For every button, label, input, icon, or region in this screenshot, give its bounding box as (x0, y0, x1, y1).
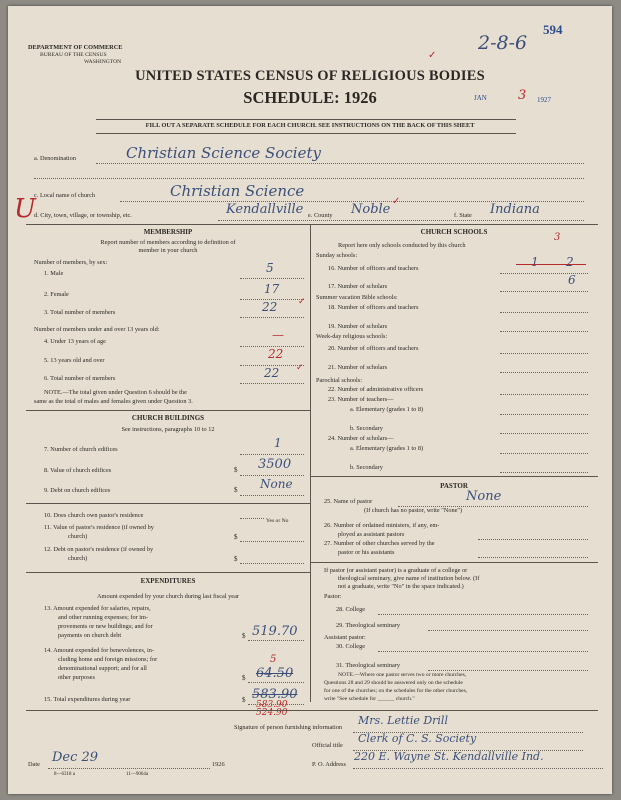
q27-line-2: pastor or his assistants (338, 549, 395, 556)
schedule-number: 594 (543, 22, 563, 37)
pastor-note-2: Questions 28 and 29 should be answered only on the schedule (324, 680, 463, 686)
q23a-label: a. Elementary (grades 1 to 8) (350, 406, 424, 413)
pastor-title: PASTOR (440, 482, 468, 490)
q13-dollar: $ (242, 632, 246, 640)
q8-label: 8. Value of church edifices (44, 467, 112, 474)
date-stamp-day: 3 (518, 88, 527, 103)
label-city: d. City, town, village, or township, etc. (34, 212, 132, 219)
q14-correction: 5 (270, 654, 277, 665)
q29-label: 29. Theological seminary (336, 622, 401, 629)
q2-value: 17 (264, 282, 280, 296)
form-code: 8—6318 a (54, 772, 75, 777)
file-number: 2-8-6 (478, 32, 528, 54)
q13-line-3: provements or new buildings; and for (58, 623, 153, 630)
address-label: P. O. Address (312, 761, 346, 768)
date-year: 1926 (212, 761, 225, 768)
q24b-label: b. Secondary (350, 464, 383, 471)
q13-line-2: and other running expenses; for im- (58, 614, 149, 621)
buildings-title: CHURCH BUILDINGS (131, 414, 205, 422)
q23b-label: b. Secondary (350, 425, 383, 432)
q14-value: 64.50 (256, 666, 294, 681)
date-stamp-month: JAN (474, 94, 487, 102)
q21-label: 21. Number of scholars (328, 364, 388, 371)
schools-mark: 3 (554, 232, 561, 243)
weekday-schools: Week-day religious schools: (316, 333, 388, 340)
summer-schools: Summer vacation Bible schools: (316, 294, 398, 301)
official-title-value: Clerk of C. S. Society (358, 732, 477, 745)
q31-label: 31. Theological seminary (336, 662, 401, 669)
buildings-intro: See instructions, paragraphs 10 to 12 (121, 426, 215, 433)
schools-intro: Report here only schools conducted by this church (338, 242, 466, 249)
expenditures-title: EXPENDITURES (140, 577, 196, 585)
q15-correction: 583.90 524.90 (256, 700, 288, 718)
value-local-name: Christian Science (170, 182, 305, 200)
form-code-2: 11—9064a (126, 772, 149, 777)
q13-line-1: 13. Amount expended for salaries, repairs, (44, 605, 151, 612)
q11-label-1: 11. Value of pastor's residence (if owned by (44, 524, 154, 531)
form-schedule: SCHEDULE: 1926 (243, 88, 377, 107)
q11-dollar: $ (234, 533, 238, 541)
q5-value: 22 (268, 347, 284, 361)
date-label: Date (28, 761, 40, 768)
label-denomination: a. Denomination (34, 155, 76, 162)
q9-dollar: $ (234, 486, 238, 494)
q3-value: 22 (262, 300, 278, 314)
q13-line-4: payments on church debt (58, 632, 122, 639)
q1-label: 1. Male (44, 270, 64, 277)
q14-line-3: denominational support; and for all (58, 665, 147, 672)
official-title-label: Official title (312, 742, 343, 749)
pastor-label: Pastor: (324, 593, 342, 600)
q5-label: 5. 13 years old and over (44, 357, 105, 364)
q12-dollar: $ (234, 555, 238, 563)
date-stamp-year: 1927 (537, 96, 551, 104)
q14-line-2: cluding home and foreign missions; for (58, 656, 158, 663)
q24-label: 24. Number of scholars— (328, 435, 394, 442)
q6-check: ✓ (296, 362, 304, 372)
q8-value: 3500 (258, 457, 292, 472)
q23-label: 23. Number of teachers— (328, 396, 394, 403)
check-mark: ✓ (428, 50, 437, 61)
q3-check: ✓ (298, 296, 306, 306)
q9-value: None (260, 477, 293, 491)
q16-value-2: 2 (566, 255, 574, 269)
q26-line-1: 26. Number of ordained ministers, if any, em- (324, 522, 440, 529)
pastor-note-3: for one of the churches; on the schedules for the other churches, (324, 688, 468, 694)
q16-label: 16. Number of officers and teachers (328, 265, 419, 272)
q15-dollar: $ (242, 696, 246, 704)
q4-label: 4. Under 13 years of age (44, 338, 106, 345)
q11-label-2: church) (68, 533, 88, 540)
q12-label-1: 12. Debt on pastor's residence (if owned by (44, 546, 154, 553)
membership-intro-2: member in your church (138, 247, 198, 254)
date-value: Dec 29 (52, 750, 99, 765)
county-check: ✓ (392, 196, 401, 207)
q25-value: None (466, 489, 502, 504)
label-local-name: c. Local name of church (34, 192, 96, 199)
membership-note-1: NOTE.—The total given under Question 6 should be the (44, 389, 187, 396)
value-state: Indiana (490, 202, 540, 217)
form-title: UNITED STATES CENSUS OF RELIGIOUS BODIES (135, 68, 485, 84)
label-county: e. County (308, 212, 333, 219)
q10-label: 10. Does church own pastor's residence (44, 512, 144, 519)
address-value: 220 E. Wayne St. Kendallville Ind. (354, 750, 544, 763)
q18-label: 18. Number of officers and teachers (328, 304, 419, 311)
q17-value: 6 (568, 273, 576, 287)
value-denomination: Christian Science Society (126, 144, 321, 162)
pastor-note-1: NOTE.—Where one pastor serves two or more churches, (338, 672, 467, 678)
q14-line-1: 14. Amount expended for benevolences, in- (44, 647, 154, 654)
college-note-1: If pastor (or assistant pastor) is a graduate of a college or (324, 567, 468, 574)
q15-label: 15. Total expenditures during year (44, 696, 131, 703)
q-number-by-sex: Number of members, by sex: (34, 259, 108, 266)
q-under-over: Number of members under and over 13 years old: (34, 326, 160, 333)
assistant-label: Assistant pastor: (324, 634, 366, 641)
membership-note-2: same as the total of males and females given under Question 3. (34, 398, 193, 405)
q24a-label: a. Elementary (grades 1 to 8) (350, 445, 424, 452)
q1-value: 5 (266, 261, 274, 275)
sunday-schools: Sunday schools: (316, 252, 358, 259)
parochial-schools: Parochial schools: (316, 377, 362, 384)
q13-value: 519.70 (252, 624, 298, 639)
q7-value: 1 (274, 436, 282, 450)
expenditures-intro: Amount expended by your church during last fiscal year (97, 593, 239, 600)
q7-label: 7. Number of church edifices (44, 446, 118, 453)
q19-label: 19. Number of scholars (328, 323, 388, 330)
q16-value-1: 1 (531, 255, 539, 269)
city: WASHINGTON (84, 59, 122, 65)
q22-label: 22. Number of administrative officers (328, 386, 424, 393)
schools-title: CHURCH SCHOOLS (420, 228, 488, 236)
q27-line-1: 27. Number of other churches served by the (324, 540, 435, 547)
q14-line-4: other purposes (58, 674, 95, 681)
q4-value: — (272, 328, 284, 342)
q25-note: (If church has no pastor, write "None") (364, 507, 463, 514)
q6-label: 6. Total number of members (44, 375, 116, 382)
q14-dollar: $ (242, 674, 246, 682)
yes-or-no: Yes or No (266, 518, 289, 524)
pastor-note-4: write "See schedule for ______ church." (324, 696, 415, 702)
census-form (8, 6, 612, 794)
bureau: BUREAU OF THE CENSUS (40, 52, 107, 58)
q12-label-2: church) (68, 555, 88, 562)
q8-dollar: $ (234, 466, 238, 474)
q30-label: 30. College (336, 643, 366, 650)
q26-line-2: ployed as assistant pastors (338, 531, 405, 538)
q2-label: 2. Female (44, 291, 69, 298)
q15-value: 583.90 (252, 687, 298, 702)
college-note-3: not a graduate, write "No" in the space indicated.) (338, 583, 464, 590)
label-state: f. State (454, 212, 472, 219)
department: DEPARTMENT OF COMMERCE (28, 44, 123, 51)
q25-label: 25. Name of pastor (324, 498, 373, 505)
margin-letter: U (14, 194, 36, 224)
q9-label: 9. Debt on church edifices (44, 487, 111, 494)
membership-title: MEMBERSHIP (143, 228, 193, 236)
q28-label: 28. College (336, 606, 366, 613)
college-note-2: theological seminary, give name of institution below. (If (338, 575, 480, 582)
q3-label: 3. Total number of members (44, 309, 116, 316)
value-county: Noble (351, 202, 391, 217)
q17-label: 17. Number of scholars (328, 283, 388, 290)
membership-intro-1: Report number of members according to definition of (100, 239, 236, 246)
value-city: Kendallville (226, 202, 304, 217)
q6-value: 22 (264, 366, 280, 380)
instructions: FILL OUT A SEPARATE SCHEDULE FOR EACH CHURCH. SEE INSTRUCTIONS ON THE BACK OF THIS SHEET (145, 122, 475, 129)
sig-value: Mrs. Lettie Drill (358, 714, 448, 727)
sig-label: Signature of person furnishing information (234, 724, 343, 731)
q20-label: 20. Number of officers and teachers (328, 345, 419, 352)
